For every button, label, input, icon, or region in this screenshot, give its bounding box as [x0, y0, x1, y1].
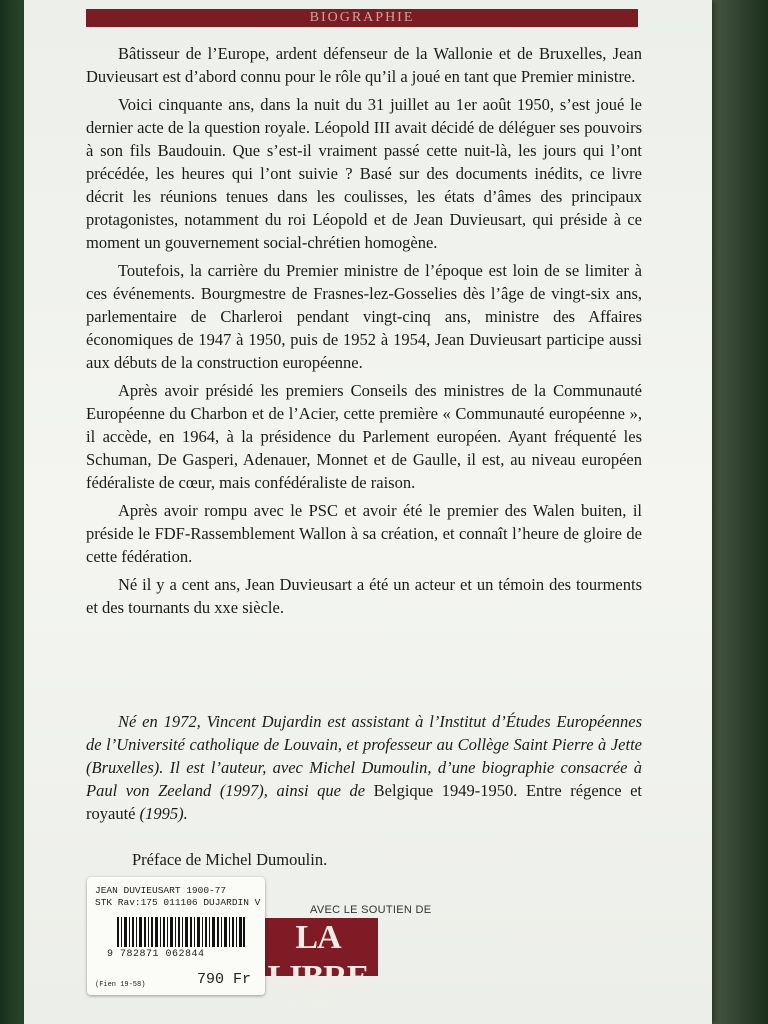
price-label: 790 Fr	[197, 971, 252, 988]
preface-credit: Préface de Michel Dumoulin.	[132, 850, 328, 869]
author-bio	[86, 710, 642, 825]
logo-main-text: LA LIBRE	[267, 919, 369, 996]
sticker-line-1: JEAN DUVIEUSART 1900-77	[95, 885, 227, 896]
paragraph-6: Né il y a cent ans, Jean Duvieusart a été un acteur et un témoin des tourments et des tournants du xxe siècle.	[86, 575, 642, 617]
author-bio-book-title: Belgique 1949-1950. Entre régence et royauté	[86, 781, 643, 823]
sticker-line-2: STK Rav:175 011106 DUJARDIN V	[95, 897, 261, 908]
section-banner: BIOGRAPHIE	[86, 9, 638, 27]
logo-sub-text: BELGIQUE	[285, 998, 351, 1007]
book-back-cover	[24, 0, 712, 1024]
author-bio-paragraph	[86, 710, 642, 825]
paragraph-2: Voici cinquante ans, dans la nuit du 31 juillet au 1er août 1950, s’est joué le dernier acte de la question royale. Léopold III avait décidé de déléguer ses pouvoirs à son fils Baudouin. Que s’est-il vraiment passé cette nuit-là, les jours qui l’ont précédée, les heures qui l’ont suivie ? Basé sur des documents inédits, ce livre décrit les réunions tenues dans les coulisses, les états d’âmes des principaux protagonistes, notamment du roi Léopold et de Jean Duvieusart, qui préside à ce moment un gouvernement social-chrétien homogène.	[86, 95, 642, 252]
paragraph-1: Bâtisseur de l’Europe, ardent défenseur de la Wallonie et de Bruxelles, Jean Duvieusart est d’abord connu pour le rôle qu’il a joué en tant que Premier ministre.	[86, 44, 642, 86]
author-bio-part2: (1995).	[135, 804, 188, 823]
la-libre-logo	[258, 918, 378, 1007]
price-sticker	[87, 877, 265, 995]
sponsor-text: AVEC LE SOUTIEN DE	[310, 904, 432, 916]
author-bio-part1: Né en 1972, Vincent Dujardin est assistant à l’Institut d’Études Européennes de l’Université catholique de Louvain, et professeur au Collège Saint Pierre à Jette (Bruxelles). Il est l’auteur, avec Michel Dumoulin, d’une biographie consacrée à Paul von Zeeland (1997), ainsi que de	[86, 712, 642, 800]
paragraph-4: Après avoir présidé les premiers Conseils des ministres de la Communauté Européenne du Charbon et de l’Acier, cette première « Communauté européenne », il accède, en 1964, à la présidence du Parlement européen. Ayant fréquenté les Schuman, De Gasperi, Adenauer, Monnet et de Gaulle, il est, au niveau européen fédéraliste de cœur, mais confédéraliste de raison.	[86, 381, 642, 492]
background-right	[708, 0, 768, 1024]
summary-text	[86, 42, 642, 624]
sticker-footer: (Fien 19-58)	[95, 981, 146, 989]
paragraph-3: Toutefois, la carrière du Premier ministre de l’époque est loin de se limiter à ces événements. Bourgmestre de Frasnes-lez-Gosselies dès l’âge de vingt-six ans, parlementaire de Charleroi pendant vingt-cinq ans, ministre des Affaires économiques de 1947 à 1950, puis de 1952 à 1954, Jean Duvieusart participe aussi aux débuts de la construction européenne.	[86, 261, 642, 372]
barcode-icon	[117, 917, 245, 947]
background-left	[0, 0, 26, 1024]
paragraph-5: Après avoir rompu avec le PSC et avoir été le premier des Walen buiten, il préside le FDF-Rassemblement Wallon à sa création, et connaît l’heure de gloire de cette fédération.	[86, 501, 642, 566]
barcode-number: 9 782871 062844	[107, 949, 205, 960]
